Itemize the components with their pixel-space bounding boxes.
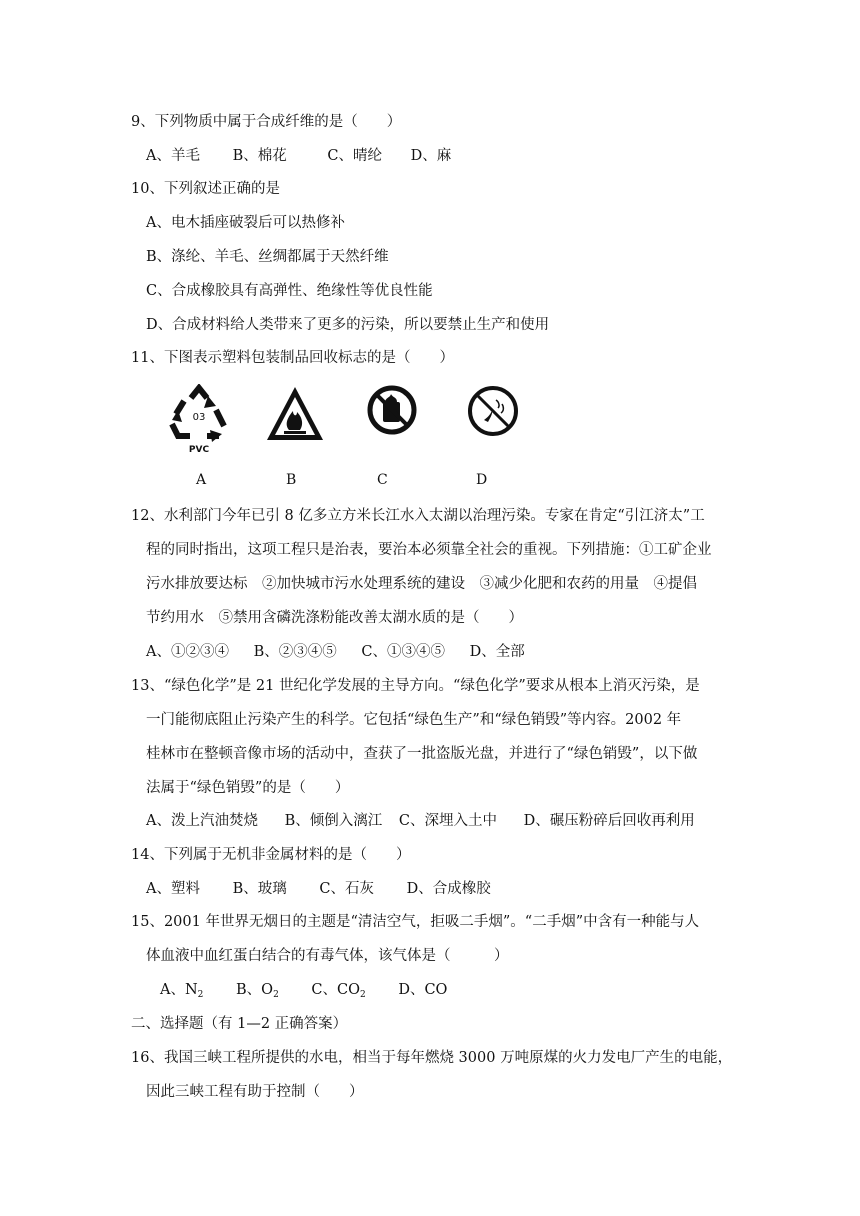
q12-line-2: 程的同时指出，这项工程只是治表，要治本必须靠全社会的重视。下列措施：①工矿企业 <box>146 542 712 558</box>
q13-option-c: C、深埋入土中 <box>398 813 497 829</box>
q11-label-c: C <box>377 472 388 488</box>
q13-option-a: A、泼上汽油焚烧 <box>146 813 258 829</box>
q11-icon-row <box>160 384 540 459</box>
section-2-heading: 二、选择题（有 1—2 正确答案） <box>131 1016 348 1032</box>
q10-option-d: D、合成材料给人类带来了更多的污染，所以要禁止生产和使用 <box>146 317 550 333</box>
flammable-warning-icon <box>264 384 326 444</box>
q9-option-c: C、晴纶 <box>327 148 382 164</box>
q14-option-d: D、合成橡胶 <box>406 881 491 897</box>
q9-options <box>146 146 451 166</box>
no-littering-icon <box>466 384 520 438</box>
q9-option-a: A、羊毛 <box>146 148 200 164</box>
q16-line-2: 因此三峡工程有助于控制（ ） <box>146 1084 364 1100</box>
q12-option-b: B、②③④⑤ <box>253 644 337 660</box>
q14-option-a: A、塑料 <box>146 881 200 897</box>
q15-line-1: 15、2001 年世界无烟日的主题是“清洁空气，拒吸二手烟”。“二手烟”中含有一种能与人 <box>131 914 700 930</box>
q14-option-c: C、石灰 <box>319 881 374 897</box>
q12-option-c: C、①③④⑤ <box>361 644 445 660</box>
q13-line-1: 13、“绿色化学”是 21 世纪化学发展的主导方向。“绿色化学”要求从根本上消灭污染，是 <box>131 678 700 694</box>
q9-option-b: B、棉花 <box>232 148 287 164</box>
q13-option-b: B、倾倒入漓江 <box>284 813 383 829</box>
q10-option-a: A、电木插座破裂后可以热修补 <box>146 215 345 231</box>
q16-line-1: 16、我国三峡工程所提供的水电，相当于每年燃烧 3000 万吨原煤的火力发电厂产生的电能， <box>131 1050 733 1066</box>
q11-label-a: A <box>196 472 207 488</box>
q15-option-d: D、CO <box>398 982 448 998</box>
q11-label-d: D <box>476 472 488 488</box>
q12-option-a: A、①②③④ <box>146 644 229 660</box>
q14-option-b: B、玻璃 <box>232 881 287 897</box>
q10-option-c: C、合成橡胶具有高弹性、绝缘性等优良性能 <box>146 283 433 299</box>
q12-line-1: 12、水利部门今年已引 8 亿多立方米长江水入太湖以治理污染。专家在肯定“引江济太”工 <box>131 508 705 524</box>
q14-stem: 14、下列属于无机非金属材料的是（ ） <box>131 847 411 863</box>
q13-line-4: 法属于“绿色销毁”的是（ ） <box>146 780 350 796</box>
q12-line-3: 污水排放要达标 ②加快城市污水处理系统的建设 ③减少化肥和农药的用量 ④提倡 <box>146 576 697 592</box>
q13-option-d: D、碾压粉碎后回收再利用 <box>523 813 695 829</box>
q15-options <box>160 980 447 1005</box>
q10-option-b: B、涤纶、羊毛、丝绸都属于天然纤维 <box>146 249 389 265</box>
no-burning-icon <box>366 384 418 436</box>
q12-line-4: 节约用水 ⑤禁用含磷洗涤粉能改善太湖水质的是（ ） <box>146 610 523 626</box>
q13-line-2: 一门能彻底阻止污染产生的科学。它包括“绿色生产”和“绿色销毁”等内容。2002 年 <box>146 712 682 728</box>
recycle-code: 03 <box>192 412 206 423</box>
q15-option-a: A、$N_2$ <box>160 982 204 1000</box>
q15-option-b: B、$O_2$ <box>236 982 279 1000</box>
q15-option-c: C、$CO_2$ <box>311 982 366 1000</box>
q15-line-2: 体血液中血红蛋白结合的有毒气体，该气体是（ ） <box>146 948 509 964</box>
q10-stem: 10、下列叙述正确的是 <box>131 181 280 197</box>
q9-stem: 9、下列物质中属于合成纤维的是（ ） <box>131 114 402 130</box>
recycle-text: PVC <box>188 445 210 455</box>
recycle-pvc-icon <box>164 384 234 456</box>
q9-option-d: D、麻 <box>410 148 452 164</box>
q11-stem: 11、下图表示塑料包装制品回收标志的是（ ） <box>131 350 454 366</box>
q14-options <box>146 879 491 899</box>
q12-option-d: D、全部 <box>469 644 525 660</box>
q13-line-3: 桂林市在整顿音像市场的活动中，查获了一批盗版光盘，并进行了“绿色销毁”，以下做 <box>146 746 698 762</box>
q11-label-b: B <box>286 472 297 488</box>
q13-options <box>146 811 695 831</box>
q12-options <box>146 642 525 662</box>
